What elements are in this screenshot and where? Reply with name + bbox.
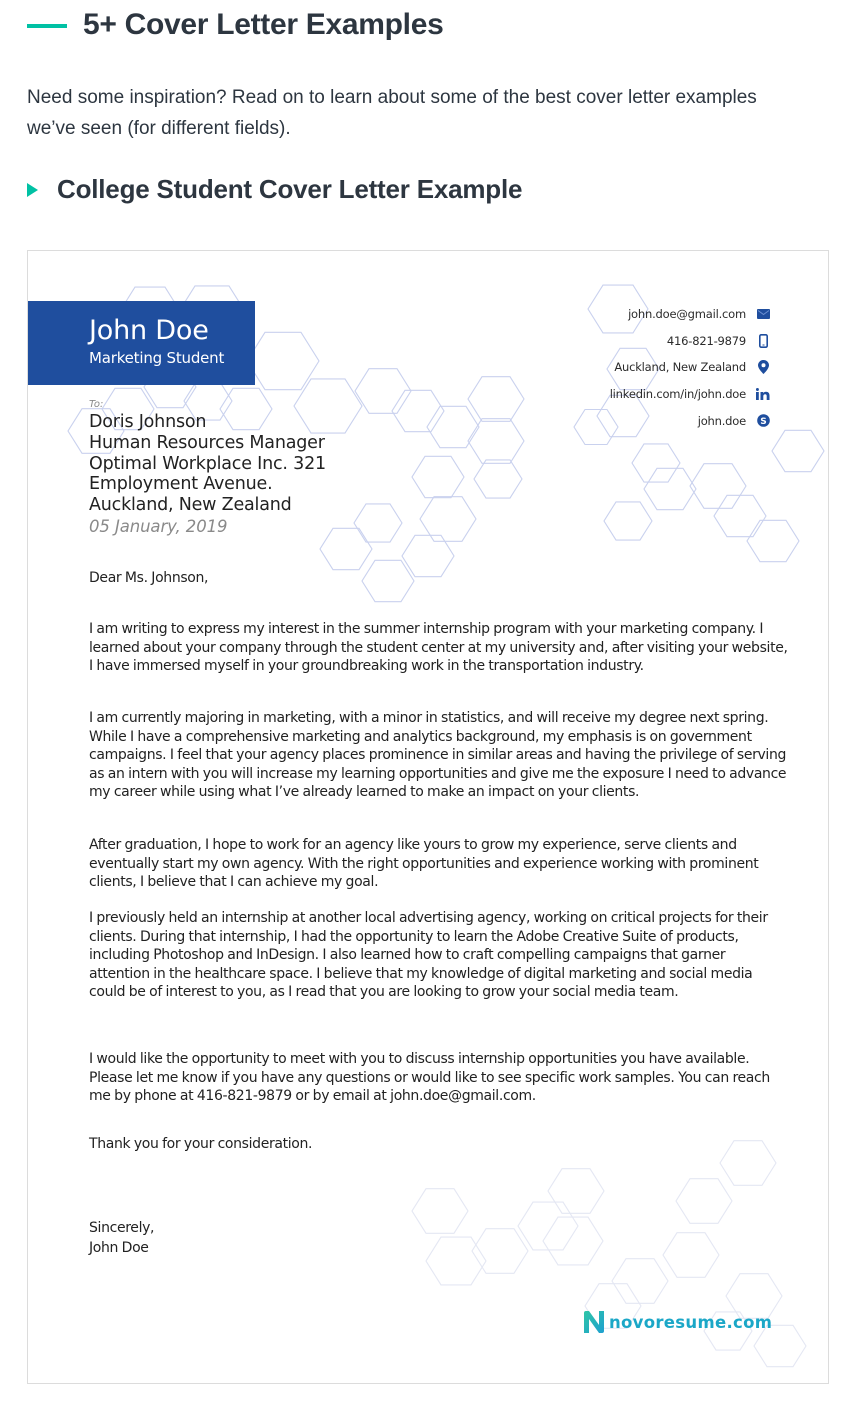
salutation: Dear Ms. Johnson, bbox=[89, 570, 209, 586]
body-paragraph: I am writing to express my interest in the summer internship program with your marketing company. I learned about your company through the student center at my university and, after visiting your website, I have immersed myself in your groundbreaking work in the transportation industry. bbox=[89, 621, 788, 675]
recipient-title: Human Resources Manager bbox=[89, 432, 325, 453]
hexagon-shape bbox=[320, 528, 372, 569]
brand-name: novoresume.com bbox=[609, 1312, 773, 1332]
svg-text:S: S bbox=[759, 417, 767, 428]
hexagon-shape bbox=[468, 377, 524, 422]
body-paragraph: I am currently majoring in marketing, with a minor in statistics, and will receive my degree next spring. While I have a comprehensive marketing and analytics background, my emphasis is on government campaigns. I feel that your agency places prominence in similar areas and having the privilege of serving as an intern with you will increase my learning opportunities and give me the exposure I need to advance my career while using what I’ve already learned to make an impact on your clients. bbox=[89, 710, 787, 801]
hexagon-shape bbox=[548, 1169, 604, 1214]
to-label: To: bbox=[89, 399, 104, 410]
hexagon-shape bbox=[632, 444, 680, 482]
hexagon-shape bbox=[644, 468, 696, 509]
contact-skype: john.doe S bbox=[610, 407, 770, 434]
thanks-line: Thank you for your consideration. bbox=[89, 1136, 313, 1152]
body-paragraph: After graduation, I hope to work for an agency like yours to grow my experience, serve clients and eventually start my own agency. With the right opportunities and experience working with prominent clients, I believe that I can achieve my goal. bbox=[89, 837, 759, 891]
phone-icon bbox=[756, 334, 770, 348]
map-pin-icon bbox=[756, 360, 770, 374]
hexagon-shape bbox=[772, 430, 824, 471]
hexagon-shape bbox=[747, 520, 799, 561]
section-heading bbox=[27, 174, 522, 205]
applicant-role: Marketing Student bbox=[89, 349, 225, 367]
hexagon-shape bbox=[474, 460, 522, 498]
article-heading bbox=[27, 8, 443, 42]
contact-email: john.doe@gmail.com bbox=[610, 301, 770, 328]
body-paragraph: I previously held an internship at another local advertising agency, working on critical projects for their clients. During that internship, I had the opportunity to learn the Adobe Creative Suite of products, including Photoshop and InDesign. I also learned how to craft compelling campaigns that garner attention in the healthcare space. I believe that my knowledge of digital marketing and social media could be of interest to you, as I read that you are looking to grow your social media team. bbox=[89, 910, 768, 1001]
closing-word: Sincerely, bbox=[89, 1220, 155, 1236]
name-header-block bbox=[28, 301, 255, 385]
sign-off bbox=[89, 1218, 789, 1258]
cover-letter-example-image bbox=[27, 250, 829, 1384]
hexagon-shape bbox=[392, 390, 444, 431]
contact-linkedin: linkedin.com/in/john.doe bbox=[610, 381, 770, 408]
contact-location: Auckland, New Zealand bbox=[610, 354, 770, 381]
page-title: 5+ Cover Letter Examples bbox=[83, 8, 444, 41]
hexagon-shape bbox=[420, 497, 476, 542]
novoresume-logo-icon bbox=[583, 1311, 605, 1333]
hexagon-shape bbox=[714, 495, 766, 536]
recipient-company: Optimal Workplace Inc. 321 bbox=[89, 453, 326, 474]
heading-accent-dash bbox=[27, 24, 67, 28]
hexagon-shape bbox=[412, 456, 464, 497]
hexagon-shape bbox=[604, 502, 652, 540]
hexagon-shape bbox=[354, 504, 402, 542]
recipient-city: Auckland, New Zealand bbox=[89, 495, 292, 516]
hexagon-shape bbox=[247, 332, 319, 389]
recipient-name: Doris Johnson bbox=[89, 412, 207, 432]
hexagon-shape bbox=[676, 1179, 732, 1224]
hexagon-shape bbox=[468, 419, 524, 464]
novoresume-watermark bbox=[583, 1311, 772, 1333]
letter-date: 05 January, 2019 bbox=[89, 516, 228, 536]
recipient-street: Employment Avenue. bbox=[89, 474, 273, 495]
applicant-name: John Doe bbox=[89, 315, 209, 346]
skype-icon bbox=[756, 414, 770, 428]
linkedin-icon bbox=[756, 387, 770, 401]
triangle-right-icon bbox=[27, 183, 38, 197]
section-title: College Student Cover Letter Example bbox=[57, 174, 523, 204]
hexagon-shape bbox=[612, 1259, 668, 1304]
envelope-icon bbox=[756, 307, 770, 321]
recipient-block bbox=[89, 398, 326, 537]
contact-list bbox=[610, 301, 770, 434]
hexagon-shape bbox=[355, 369, 411, 414]
intro-paragraph: Need some inspiration? Read on to learn about some of the best cover letter examples we’ve seen (for different fields). bbox=[27, 87, 757, 139]
signature-name: John Doe bbox=[89, 1240, 149, 1256]
body-paragraph: I would like the opportunity to meet with you to discuss internship opportunities you have available. Please let me know if you have any questions or would like to see specific work samples. You can reach me by phone at 416-821-9879 or by email at john.doe@gmail.com. bbox=[89, 1051, 770, 1105]
hexagon-shape bbox=[427, 406, 479, 447]
hexagon-shape bbox=[690, 464, 746, 509]
contact-phone: 416-821-9879 bbox=[610, 328, 770, 355]
